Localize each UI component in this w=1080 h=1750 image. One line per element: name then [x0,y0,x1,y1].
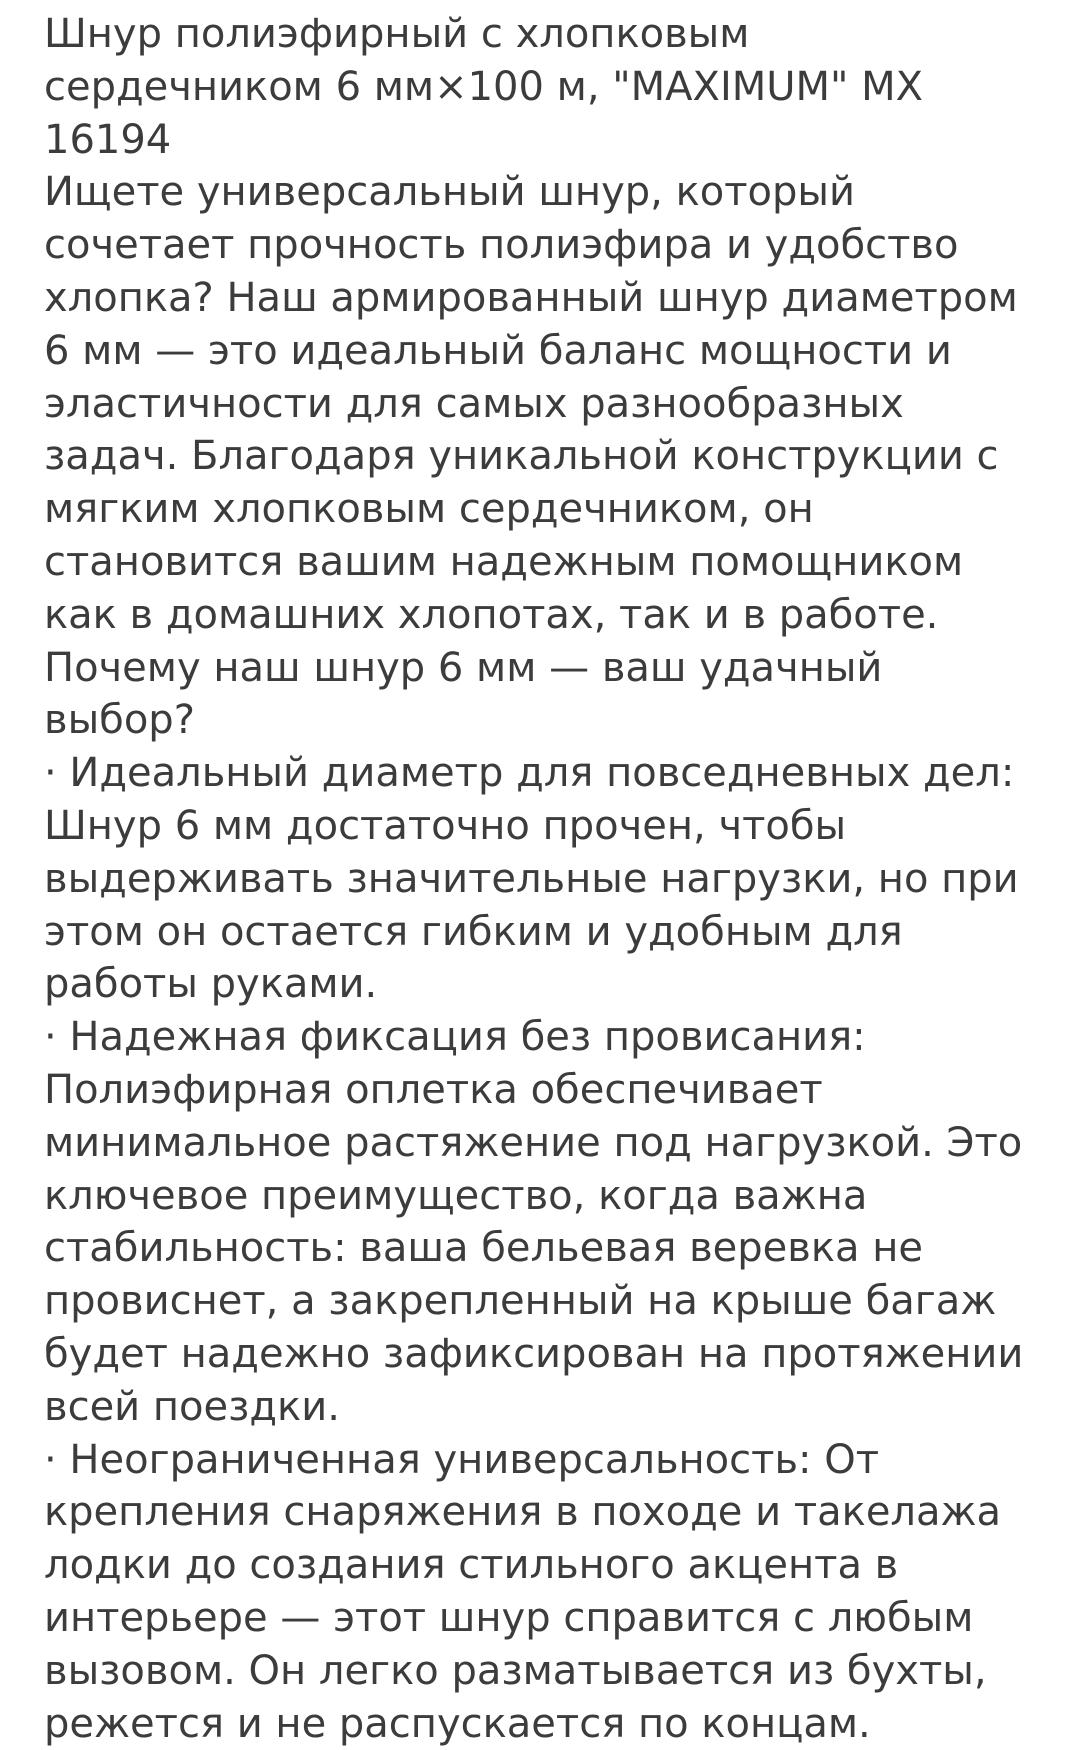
benefit-item-1: · Идеальный диаметр для повседневных дел: Шнур 6 мм достаточно прочен, чтобы выдерживать значительные нагрузки, но при этом он остается гибким и удобным для работы руками. [44,750,1019,1008]
benefit-item-3: · Неограниченная универсальность: От крепления снаряжения в походе и такелажа лодки до создания стильного акцента в интерьере — этот шнур справится с любым вызовом. Он легко разматывается из бухты, режется и не распускается по концам. [44,1436,1002,1747]
benefits-question: Почему наш шнур 6 мм — ваш удачный выбор? [44,644,883,744]
product-title: Шнур полиэфирный с хлопковым сердечником 6 мм×100 м, "MAXIMUM" MX 16194 [44,11,924,163]
benefit-item-2: · Надежная фиксация без провисания: Полиэфирная оплетка обеспечивает минимальное растяжение под нагрузкой. Это ключевое преимущество, когда важна стабильность: ваша бельевая веревка не провиснет, а закрепленный на крыше багаж будет надежно зафиксирован на протяжении всей поездки. [44,1014,1024,1430]
intro-paragraph: Ищете универсальный шнур, который сочетает прочность полиэфира и удобство хлопка? Наш армированный шнур диаметром 6 мм — это идеальный баланс мощности и эластичности для самых разнообразных задач. Благодаря уникальной конструкции с мягким хлопковым сердечником, он становится вашим надежным помощником как в домашних хлопотах, так и в работе. [44,169,1018,638]
